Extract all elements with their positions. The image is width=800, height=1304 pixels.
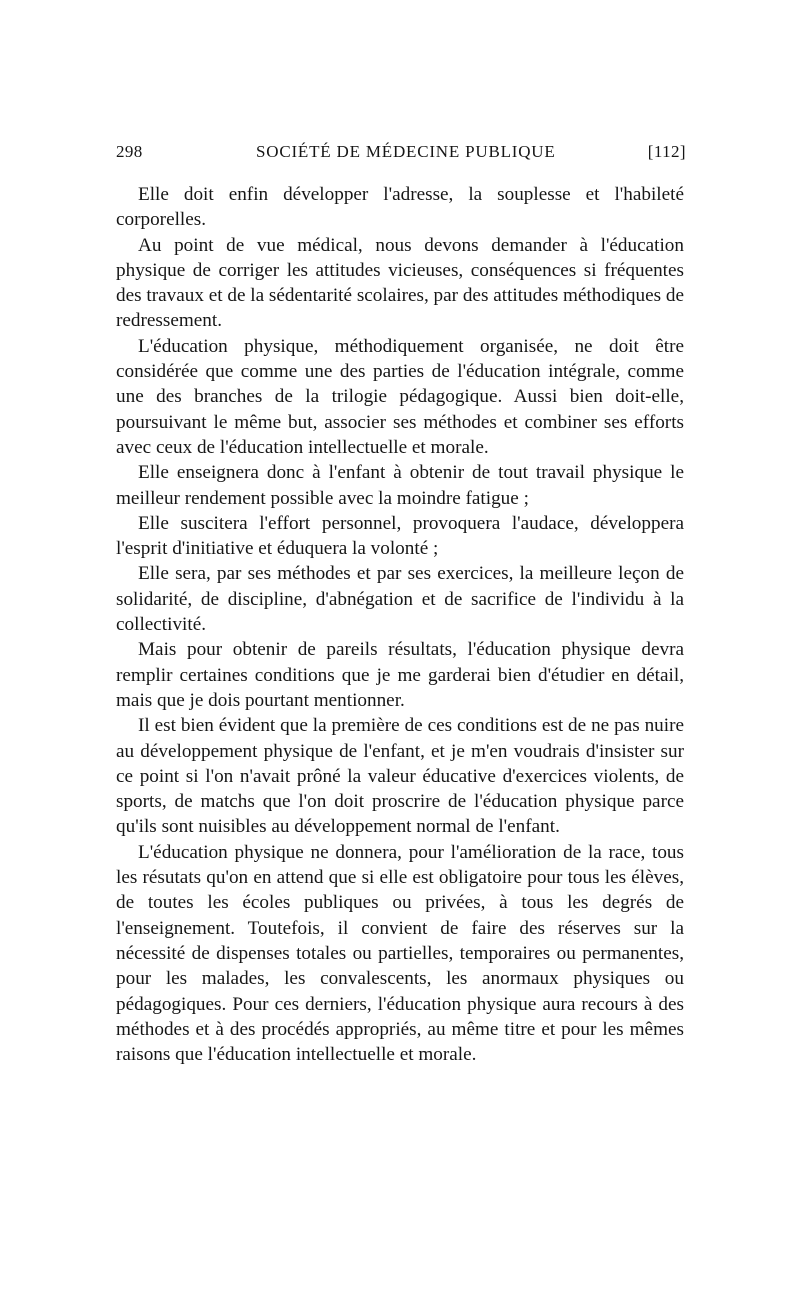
paragraph: Mais pour obtenir de pareils résultats, l'éducation physique devra remplir certaines conditions que je me garderai bien d'étudier en détail, mais que je dois pourtant mentionner. bbox=[116, 639, 684, 711]
paragraph: Elle sera, par ses méthodes et par ses exercices, la meilleure leçon de solidarité, de discipline, d'abnégation et de sacrifice de l'individu à la collectivité. bbox=[116, 563, 684, 636]
page-number: 298 bbox=[116, 142, 143, 161]
paragraph: Elle doit enfin développer l'adresse, la souplesse et l'habileté corporelles. bbox=[116, 184, 684, 231]
page-reference: [112] bbox=[647, 142, 686, 161]
paragraph: Elle suscitera l'effort personnel, provoquera l'audace, développera l'esprit d'initiative et éduquera la volonté ; bbox=[116, 512, 684, 560]
paragraph: L'éducation physique, méthodiquement organisée, ne doit être considérée que comme une des parties de l'éducation intégrale, comme une des branches de la trilogie pédagogique. Aussi bien doit-elle, poursuivant le même but, associer ses méthodes et combiner ses efforts avec ceux de l'éducation intellectuelle et morale. bbox=[116, 335, 684, 458]
running-title: SOCIÉTÉ DE MÉDECINE PUBLIQUE bbox=[256, 142, 556, 161]
running-header bbox=[116, 142, 686, 172]
paragraph: L'éducation physique ne donnera, pour l'amélioration de la race, tous les résutats qu'on en attend que si elle est obligatoire pour tous les élèves, de toutes les écoles publiques ou privées, à tous les degrés de l'enseignement. Toutefois, il convient de faire des réserves sur la nécessité de dispenses totales ou partielles, temporaires ou permanentes, pour les malades, les convalescents, les anormaux physiques ou pédagogiques. Pour ces derniers, l'éducation physique aura recours à des méthodes et à des procédés appropriés, au même titre et pour les mêmes raisons que l'éducation intellectuelle et morale. bbox=[116, 841, 684, 1066]
paragraph: Il est bien évident que la première de ces conditions est de ne pas nuire au développement physique de l'enfant, et je m'en voudrais d'insister sur ce point si l'on n'avait prôné la valeur éducative d'exercices violents, de sports, de matchs que l'on doit proscrire de l'éducation physique parce qu'ils sont nuisibles au développement normal de l'enfant. bbox=[116, 715, 684, 838]
body-text bbox=[116, 182, 684, 1067]
paragraph: Elle enseignera donc à l'enfant à obtenir de tout travail physique le meilleur rendement possible avec la moindre fatigue ; bbox=[116, 462, 684, 509]
paragraph: Au point de vue médical, nous devons demander à l'éducation physique de corriger les attitudes vicieuses, conséquences si fréquentes des travaux et de la sédentarité scolaires, par des attitudes méthodiques de redressement. bbox=[116, 234, 684, 332]
